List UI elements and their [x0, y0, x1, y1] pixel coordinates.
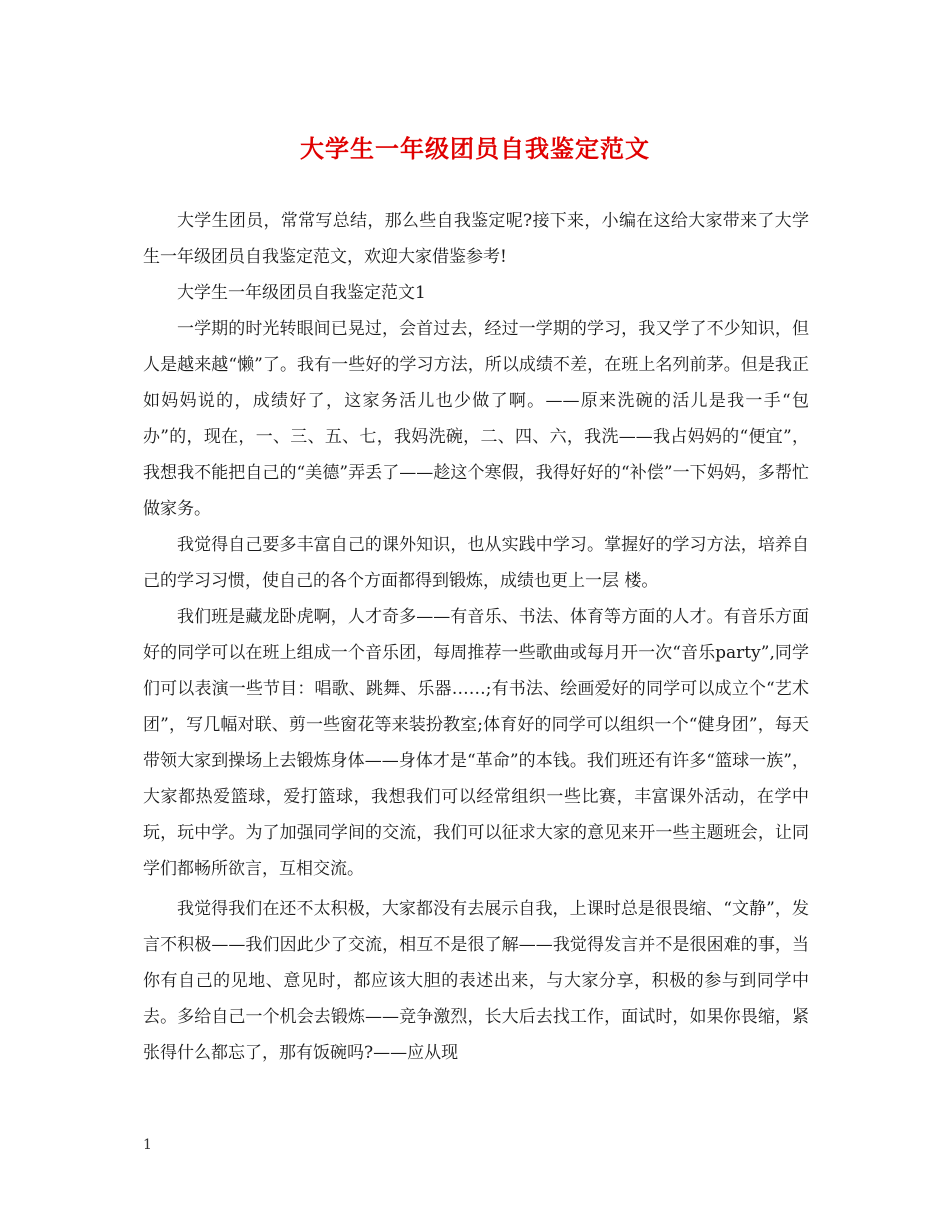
paragraph-intro: 大学生团员，常常写总结，那么些自我鉴定呢?接下来，小编在这给大家带来了大学生一年级团员自我鉴定范文，欢迎大家借鉴参考! [143, 211, 809, 267]
paragraph-subheading: 大学生一年级团员自我鉴定范文1 [177, 283, 426, 303]
document-body [143, 203, 809, 1071]
page-number: 1 [143, 1137, 152, 1153]
document-title: 大学生一年级团员自我鉴定范文 [300, 134, 650, 163]
paragraph-3: 我们班是藏龙卧虎啊，人才奇多——有音乐、书法、体育等方面的人才。有音乐方面好的同学可以在班上组成一个音乐团，每周推荐一些歌曲或每月开一次“音乐party”,同学们可以表演一些节目：唱歌、跳舞、乐器……;有书法、绘画爱好的同学可以成立个“艺术团”，写几幅对联、剪一些窗花等来装扮教室;体育好的同学可以组织一个“健身团”，每天带领大家到操场上去锻炼身体——身体才是“革命”的本钱。我们班还有许多“篮球一族”，大家都热爱篮球，爱打篮球，我想我们可以经常组织一些比赛，丰富课外活动，在学中玩，玩中学。为了加强同学间的交流，我们可以征求大家的意见来开一些主题班会，让同学们都畅所欲言，互相交流。 [143, 607, 809, 879]
paragraph-1: 一学期的时光转眼间已晃过，会首过去，经过一学期的学习，我又学了不少知识，但人是越来越“懒”了。我有一些好的学习方法，所以成绩不差，在班上名列前茅。但是我正如妈妈说的，成绩好了，这家务活儿也少做了啊。——原来洗碗的活儿是我一手“包办”的，现在，一、三、五、七，我妈洗碗，二、四、六，我洗——我占妈妈的“便宜”，我想我不能把自己的“美德”弄丢了——趁这个寒假，我得好好的“补偿”一下妈妈，多帮忙做家务。 [143, 319, 809, 519]
paragraph-4: 我觉得我们在还不太积极，大家都没有去展示自我，上课时总是很畏缩、“文静”，发言不积极——我们因此少了交流，相互不是很了解——我觉得发言并不是很困难的事，当你有自己的见地、意见时，都应该大胆的表述出来，与大家分享，积极的参与到同学中去。多给自己一个机会去锻炼——竞争激烈，长大后去找工作，面试时，如果你畏缩，紧张得什么都忘了，那有饭碗吗?——应从现 [143, 899, 809, 1063]
paragraph-2: 我觉得自己要多丰富自己的课外知识，也从实践中学习。掌握好的学习方法，培养自己的学习习惯，使自己的各个方面都得到锻炼，成绩也更上一层 楼。 [143, 535, 809, 591]
